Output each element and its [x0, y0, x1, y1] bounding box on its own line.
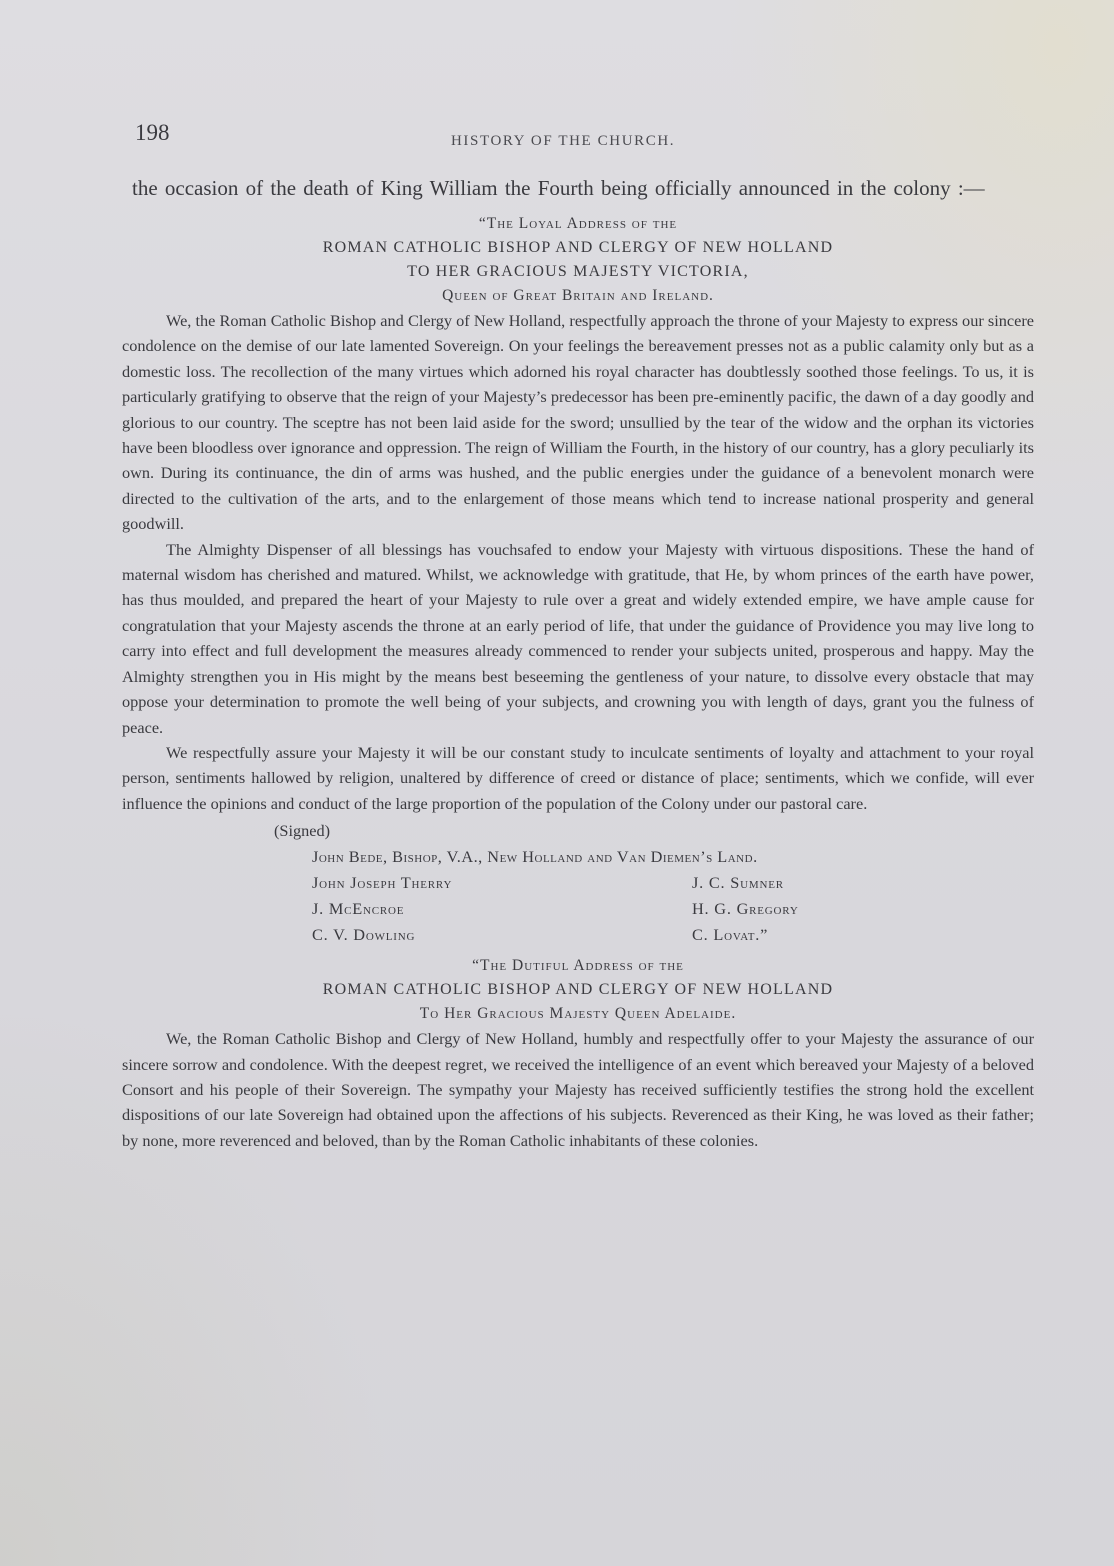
signature-name: J. C. Sumner: [692, 873, 784, 893]
address2-paragraph: We, the Roman Catholic Bishop and Clergy of New Holland, humbly and respectfully offer to your Majesty the assurance of our sincere sorrow and condolence. With the deepest regret, we received the intelligence of an event which bereaved your Majesty of a beloved Consort and his people of their Sovereign. The sympathy your Majesty has received sufficiently testifies the strong hold the excellent dispositions of our late Sovereign had obtained upon the affections of his subjects. Reverenced as their King, he was loved as their father; by none, more reverenced and beloved, than by the Roman Catholic inhabitants of these colonies.: [122, 1029, 1034, 1150]
address2-heading-line2: ROMAN CATHOLIC BISHOP AND CLERGY OF NEW HOLLAND: [322, 981, 834, 999]
signature-bishop: John Bede, Bishop, V.A., New Holland and Van Diemen’s Land.: [312, 847, 758, 867]
signature-name: H. G. Gregory: [692, 899, 799, 919]
address1-heading-line2: ROMAN CATHOLIC BISHOP AND CLERGY OF NEW HOLLAND: [322, 239, 834, 256]
signature-name: C. V. Dowling: [312, 925, 416, 945]
address1-heading-line4: Queen of Great Britain and Ireland.: [442, 287, 714, 304]
address2-heading-line1: “The Dutiful Address of the: [472, 957, 684, 975]
signature-row: [122, 896, 1034, 922]
signature-name: C. Lovat.”: [692, 925, 769, 945]
lead-text: the occasion of the death of King William the Fourth being officially announced in the colony :—: [132, 176, 985, 200]
dutiful-address: [122, 954, 1034, 1153]
signature-row: [122, 870, 1034, 896]
address1-paragraph: We respectfully assure your Majesty it will be our constant study to inculcate sentiments of loyalty and attachment to your royal person, sentiments hallowed by religion, unaltered by difference of creed or distance of place; sentiments, which we confide, will ever influence the opinions and conduct of the large proportion of the population of the Colony under our pastoral care.: [122, 742, 1034, 813]
page-body: [122, 174, 1034, 1153]
address1-paragraph: We, the Roman Catholic Bishop and Clergy of New Holland, respectfully approach the throne of your Majesty to express our sincere condolence on the demise of our late lamented Sovereign. On your feelings the bereavement presses not as a public calamity only but as a domestic loss. The recollection of the many virtues which adorned his royal character has doubtlessly soothed those feelings. To us, it is particularly gratifying to observe that the reign of your Majesty’s predecessor has been pre-eminently pacific, the dawn of a day goodly and glorious to our country. The sceptre has not been laid aside for the sword; unsullied by the tear of the widow and the orphan its victories have been bloodless over ignorance and oppression. The reign of William the Fourth, in the history of our country, has a glory peculiarly its own. During its continuance, the din of arms was hushed, and the public energies under the guidance of a benevolent monarch were directed to the cultivation of the arts, and to the enlargement of those means which tend to increase national prosperity and general goodwill.: [122, 311, 1034, 534]
signature-block: [122, 818, 1034, 948]
signature-name: J. McEncroe: [312, 899, 405, 919]
address1-heading-line3: TO HER GRACIOUS MAJESTY VICTORIA,: [407, 263, 749, 280]
signed-label: (Signed): [274, 821, 331, 841]
address1-paragraph: The Almighty Dispenser of all blessings has vouchsafed to endow your Majesty with virtuous dispositions. These the hand of maternal wisdom has cherished and matured. Whilst, we acknowledge with gratitude, that He, by whom princes of the earth have power, has thus moulded, and prepared the heart of your Majesty to rule over a great and widely extended empire, we have ample cause for congratulation that your Majesty ascends the throne at an early period of life, that under the guidance of Providence you may live long to carry into effect and full development the measures already commenced to render your subjects united, prosperous and happy. May the Almighty strengthen you in His might by the means best beseeming the gentleness of your nature, to dissolve every obstacle that may oppose your determination to promote the well being of your subjects, and crowning you with length of days, grant you the fulness of peace.: [122, 539, 1034, 737]
running-head: HISTORY OF THE CHURCH.: [451, 133, 676, 149]
page-header: [135, 120, 1035, 160]
address1-heading-line1: “The Loyal Address of the: [478, 215, 678, 232]
loyal-address: [122, 212, 1034, 948]
signature-row: [122, 922, 1034, 948]
page-number: 198: [135, 120, 170, 145]
address2-heading-line3: To Her Gracious Majesty Queen Adelaide.: [419, 1005, 737, 1023]
signature-name: John Joseph Therry: [312, 873, 453, 893]
